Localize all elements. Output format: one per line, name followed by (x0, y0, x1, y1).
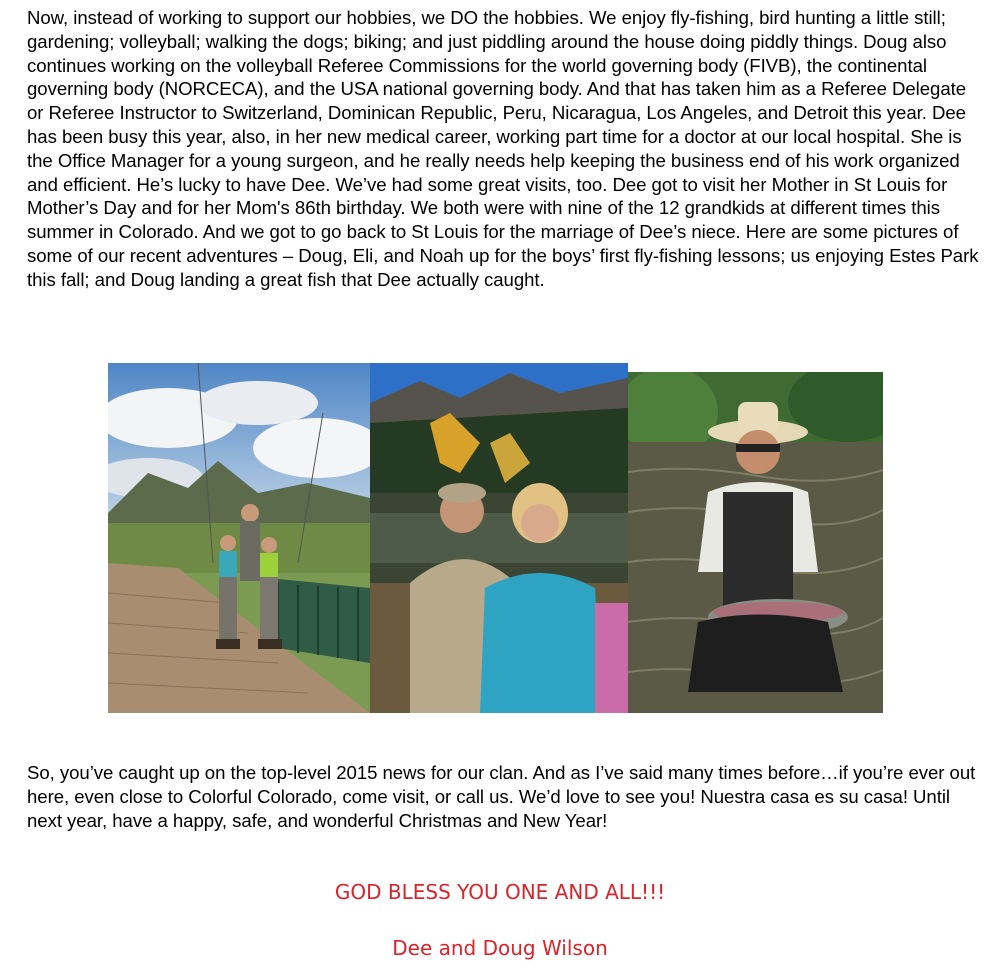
photo-collage (108, 363, 883, 713)
body-paragraph-2: So, you’ve caught up on the top-level 2015 news for our clan. And as I’ve said many times before…if you’re ever out here, even close to Colorful Colorado, come visit, or call us. We’d love to see you! Nuestra casa es su casa! Until next year, have a happy, safe, and wonderful Christmas and New Year! (27, 762, 976, 831)
photo-river-fish (628, 372, 883, 713)
blessing-line: GOD BLESS YOU ONE AND ALL!!! (334, 880, 666, 904)
photo-estes-park-couple (370, 363, 628, 713)
body-paragraph-1: Now, instead of working to support our hobbies, we DO the hobbies. We enjoy fly-fishing, bird hunting a little still; gardening; volleyball; walking the dogs; biking; and just piddling around the house doing piddly things. Doug also continues working on the volleyball Referee Commissions for the world governing body (FIVB), the continental governing body (NORCECA), and the USA national governing body. And that has taken him as a Referee Delegate or Referee Instructor to Switzerland, Dominican Republic, Peru, Nicaragua, Los Angeles, and Detroit this year. Dee has been busy this year, also, in her new medical career, working part time for a doctor at our local hospital. She is the Office Manager for a young surgeon, and he really needs help keeping the business end of his work organized and efficient. He’s lucky to have Dee. We’ve had some great visits, too. Dee got to visit her Mother in St Louis for Mother’s Day and for her Mom's 86th birthday. We both were with nine of the 12 grandkids at different times this summer in Colorado. And we got to go back to St Louis for the marriage of Dee’s niece. Here are some pictures of some of our recent adventures – Doug, Eli, and Noah up for the boys’ first fly-fishing lessons; us enjoying Estes Park this fall; and Doug landing a great fish that Dee actually caught. (27, 7, 979, 290)
photo-bridge-fishing (108, 363, 370, 713)
signature-line: Dee and Doug Wilson (392, 936, 608, 960)
